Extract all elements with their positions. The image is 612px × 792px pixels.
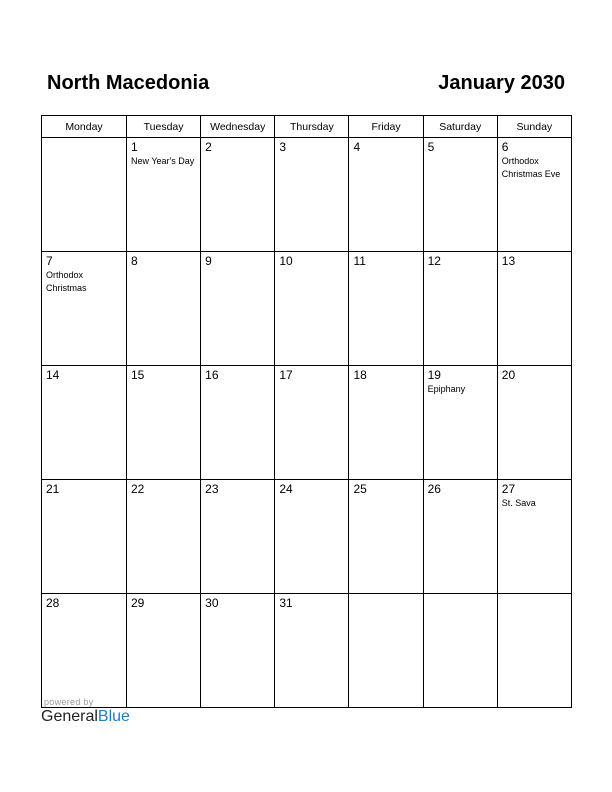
country-title: North Macedonia [47,72,210,94]
day-cell [349,480,423,594]
day-number: 17 [279,368,293,382]
day-number: 29 [131,596,145,610]
day-cell [423,138,497,252]
day-cell [349,138,423,252]
day-cell [423,252,497,366]
day-number: 27 [501,482,516,496]
weekday-tuesday: Tuesday [127,116,201,138]
holiday-label: New Year's Day [131,156,195,166]
day-cell [497,594,571,708]
day-number: 25 [353,482,367,496]
day-number: 24 [279,482,293,496]
day-cell [201,138,275,252]
day-number: 30 [205,596,219,610]
holiday-label: Orthodox Christmas Eve [501,156,561,179]
day-cell [349,366,423,480]
weekday-wednesday: Wednesday [201,116,275,138]
day-number: 16 [205,368,219,382]
day-cell [127,138,201,252]
day-cell [349,252,423,366]
day-number: 31 [279,596,293,610]
week-row [42,594,572,708]
day-number: 4 [353,140,361,154]
day-cell [275,366,349,480]
weekday-friday: Friday [349,116,423,138]
day-number: 19 [427,368,441,382]
day-cell [127,252,201,366]
week-row [42,252,572,366]
day-cell [201,480,275,594]
day-cell [423,480,497,594]
day-number: 8 [131,254,138,268]
day-number: 23 [205,482,219,496]
day-number: 13 [501,254,516,268]
day-number: 10 [279,254,293,268]
calendar-grid [41,115,572,708]
day-number: 18 [353,368,367,382]
day-number: 7 [46,254,53,268]
day-cell [423,366,497,480]
weekday-header-row [42,116,572,138]
day-number: 14 [46,368,60,382]
day-cell [201,252,275,366]
day-cell [275,252,349,366]
day-number: 28 [46,596,60,610]
weekday-saturday: Saturday [423,116,497,138]
day-cell [349,594,423,708]
logo-general-text: General [41,708,98,725]
day-cell [497,252,571,366]
weekday-sunday: Sunday [497,116,571,138]
day-number: 15 [131,368,145,382]
day-number: 6 [501,140,509,154]
week-row [42,138,572,252]
day-number: 26 [427,482,441,496]
generalblue-logo[interactable] [41,708,130,726]
day-cell [275,594,349,708]
weekday-monday: Monday [42,116,127,138]
day-cell [127,366,201,480]
day-cell [42,480,127,594]
day-number: 11 [353,254,366,268]
day-cell [497,480,571,594]
day-cell [201,366,275,480]
month-title: January 2030 [438,72,565,94]
weekday-thursday: Thursday [275,116,349,138]
day-cell [42,252,127,366]
week-row [42,366,572,480]
week-row [42,480,572,594]
holiday-label: Orthodox Christmas [46,270,87,293]
holiday-label: St. Sava [501,498,536,508]
logo-blue-text: Blue [97,708,130,725]
day-cell [497,138,571,252]
day-number: 1 [131,140,138,154]
day-cell [127,594,201,708]
day-cell [42,138,127,252]
day-cell [275,480,349,594]
day-cell [275,138,349,252]
day-number: 20 [501,368,516,382]
day-number: 21 [46,482,60,496]
day-cell [42,594,127,708]
day-cell [42,366,127,480]
day-cell [201,594,275,708]
day-cell [423,594,497,708]
day-number: 3 [279,140,286,154]
day-cell [127,480,201,594]
day-cell [497,366,571,480]
day-number: 5 [427,140,435,154]
day-number: 22 [131,482,145,496]
powered-by-label: powered by [44,697,94,707]
day-number: 12 [427,254,441,268]
day-number: 9 [205,254,212,268]
holiday-label: Epiphany [427,384,466,394]
day-number: 2 [205,140,212,154]
